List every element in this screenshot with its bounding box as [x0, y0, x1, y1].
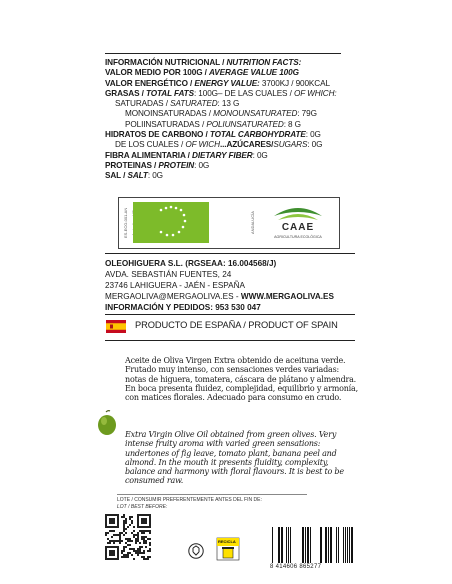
- contact-row: MERGAOLIVA@MERGAOLIVA.ES - WWW.MERGAOLIVA.ES: [105, 292, 334, 301]
- origin-top-divider: [105, 314, 355, 315]
- company-name-row: OLEOHIGUERA S.L. (RGSEAA: 16.004568/J): [105, 259, 277, 268]
- origin-bottom-divider: [105, 340, 355, 341]
- fiber-row: FIBRA ALIMENTARIA / DIETARY FIBER: 0G: [105, 150, 268, 160]
- average-value-row: VALOR MEDIO POR 100G / AVERAGE VALUE 100G: [105, 68, 299, 78]
- orders-row: INFORMACIÓN Y PEDIDOS: 953 530 047: [105, 303, 261, 312]
- carbohydrate-row: HIDRATOS DE CARBONO / TOTAL CARBOHYDRATE: 0G: [105, 130, 321, 140]
- email-link[interactable]: MERGAOLIVA@MERGAOLIVA.ES: [105, 292, 234, 301]
- top-divider: [105, 53, 341, 54]
- eu-control-code: ES-ECO-001-AN: [123, 207, 128, 239]
- recycle-icon: [188, 543, 204, 559]
- fat-row: GRASAS / TOTAL FATS: 100G– DE LAS CUALES / OF WHICH:: [105, 88, 337, 98]
- lot-info: [117, 497, 262, 511]
- lot-line-en: LOT / BEST BEFORE:: [117, 504, 168, 510]
- spain-flag-icon: [106, 320, 126, 333]
- lot-divider: [117, 494, 307, 495]
- company-divider: [105, 253, 355, 254]
- origin-statement: PRODUCTO DE ESPAÑA / PRODUCT OF SPAIN: [135, 320, 338, 330]
- organic-certification-box: [118, 197, 340, 249]
- polyunsaturated-row: POLIINSATURADAS / POLIUNSATURATED: 8 G: [125, 119, 301, 129]
- salt-row: SAL / SALT: 0G: [105, 171, 163, 181]
- sugars-row: DE LOS CUALES / OF WICH...AZÚCARES/SUGARS: 0G: [115, 140, 323, 150]
- address-line-2: 23746 LAHIGUERA - JAÉN - ESPAÑA: [105, 281, 245, 290]
- caae-name: CAAE: [281, 222, 315, 233]
- green-olive-icon: [96, 410, 118, 436]
- protein-row: PROTEINAS / PROTEIN: 0G: [105, 160, 210, 170]
- caae-logo: [264, 202, 332, 244]
- recicla-container-icon: [216, 537, 240, 561]
- nutrition-facts: [105, 58, 345, 182]
- website-link[interactable]: WWW.MERGAOLIVA.ES: [240, 292, 334, 301]
- energy-row: VALOR ENERGÉTICO / ENERGY VALUE: 3700KJ / 900KCAL: [105, 78, 330, 88]
- nutrition-title-row: INFORMACIÓN NUTRICIONAL / NUTRITION FACTS:: [105, 58, 302, 67]
- phone-number: 953 530 047: [215, 303, 261, 312]
- description-spanish: Aceite de Oliva Virgen Extra obtenido de aceituna verde. Frutado muy intenso, con sensaciones verdes variadas: notas de higuera, tomatera, cáscara de plátano y almendra. En boca presenta fluidez, complejidad, equilibrio y armonía, con matices florales. Adecuado para consumo en crudo.: [125, 356, 358, 403]
- description-english: Extra Virgin Olive Oil obtained from green olives. Very intense fruity aroma with varied green sensations: undertones of fig leave, tomato plant, banana peel and almond. In the mouth it presents fluidity, complexity, balance and harmony with floral flavours. It is best to be consumed raw.: [125, 430, 344, 486]
- company-info: [105, 258, 355, 313]
- eu-leaf-icon: [133, 202, 209, 243]
- caae-subtitle: AGRICULTURA ECOLÓGICA: [274, 235, 322, 239]
- andalucia-label: ANDALUCÍA: [250, 211, 255, 235]
- address-line-1: AVDA. SEBASTIÁN FUENTES, 24: [105, 270, 232, 279]
- recicla-label: RECICLA: [218, 539, 236, 544]
- monounsaturated-row: MONOINSATURADAS / MONOUNSATURATED: 79G: [125, 109, 317, 119]
- eu-organic-leaf-logo: [133, 202, 209, 243]
- barcode-digits: 8 414606 865277: [270, 564, 322, 570]
- saturated-row: SATURADAS / SATURATED: 13 G: [115, 99, 240, 109]
- lot-line-es: LOTE / CONSUMIR PREFERENTEMENTE ANTES DEL FIN DE:: [117, 497, 262, 503]
- qr-code-icon[interactable]: [105, 514, 151, 560]
